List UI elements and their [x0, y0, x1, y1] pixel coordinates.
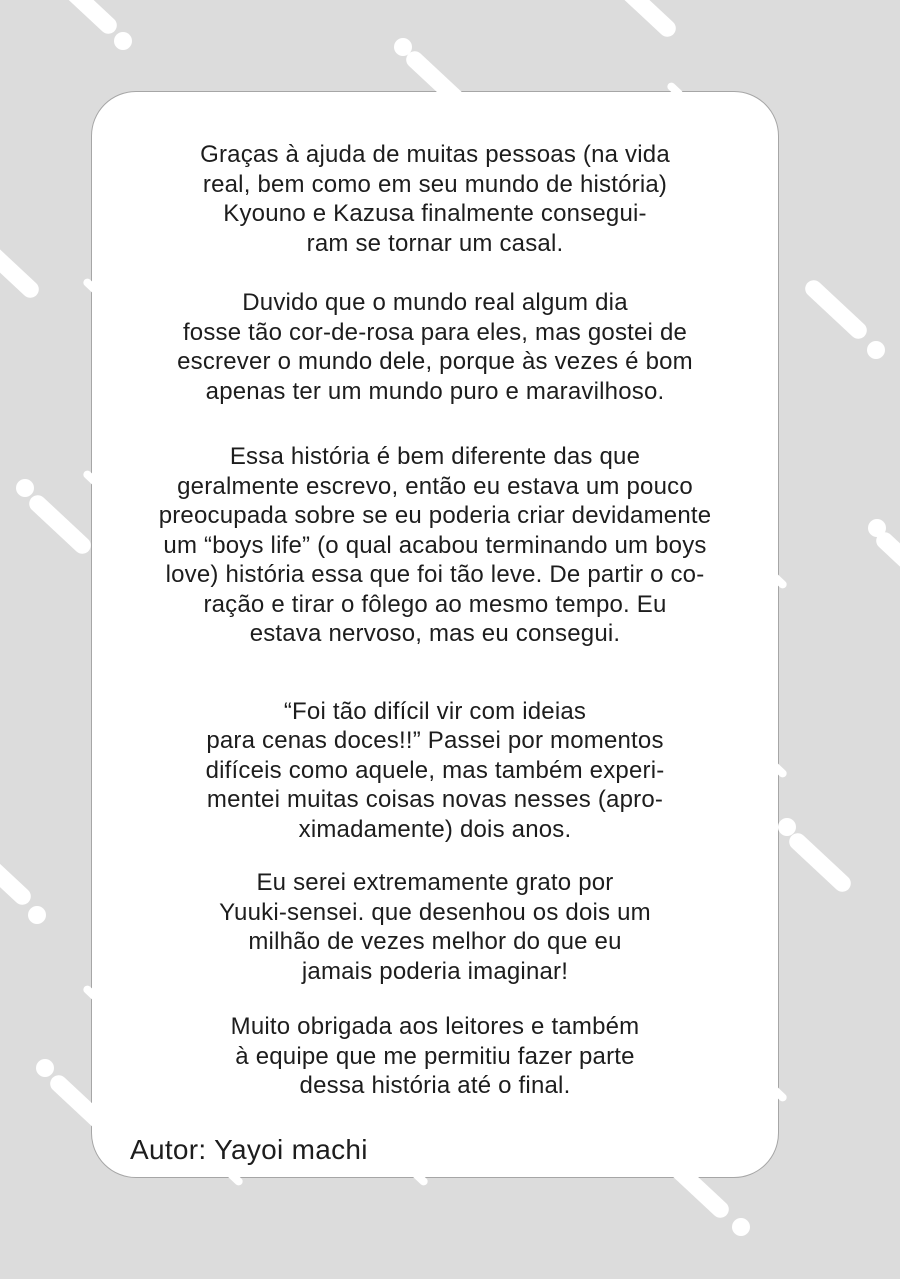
text-line: dessa história até o final.	[299, 1072, 571, 1099]
afterword-paragraph	[92, 1012, 778, 1101]
text-line: escrever o mundo dele, porque às vezes é bom	[177, 348, 693, 375]
text-line: Yuuki-sensei. que desenhou os dois um	[219, 898, 651, 926]
dot-decoration	[868, 519, 886, 537]
text-line: à equipe que me permitiu fazer parte	[235, 1042, 635, 1070]
text-line: mentei muitas coisas novas nesses (apro-	[206, 786, 664, 813]
text-line: preocupada sobre se eu poderia criar devidamente	[158, 502, 712, 529]
diagonal-dash-decoration	[786, 829, 855, 895]
afterword-paragraph	[92, 288, 778, 406]
text-line: um “boys life” (o qual acabou terminando um boys	[163, 531, 707, 559]
text-line: fosse tão cor-de-rosa para eles, mas gostei de	[182, 318, 688, 346]
dot-decoration	[16, 479, 34, 497]
text-line: milhão de vezes melhor do que eu	[248, 928, 622, 955]
dot-decoration	[28, 906, 46, 924]
text-line: Graças à ajuda de muitas pessoas (na vida	[200, 141, 670, 168]
dot-decoration	[732, 1218, 750, 1236]
afterword-paragraph	[92, 868, 778, 986]
text-line: ram se tornar um casal.	[306, 229, 564, 257]
text-line: Kyouno e Kazusa finalmente consegui-	[223, 200, 647, 227]
diagonal-dash-decoration	[873, 528, 900, 594]
text-line: real, bem como em seu mundo de história)	[202, 170, 668, 198]
diagonal-dash-decoration	[802, 276, 871, 342]
afterword-paragraph	[92, 140, 778, 258]
afterword-paragraph	[92, 697, 778, 845]
dot-decoration	[778, 818, 796, 836]
author-credit: Autor: Yayoi machi	[130, 1134, 368, 1165]
text-line: Essa história é bem diferente das que	[229, 443, 641, 470]
afterword-card	[91, 91, 779, 1178]
afterword-paragraph	[92, 442, 778, 649]
text-line: Muito obrigada aos leitores e também	[230, 1013, 640, 1040]
text-line: difíceis como aquele, mas também experi-	[205, 756, 665, 784]
diagonal-dash-decoration	[0, 842, 34, 908]
text-line: Eu serei extremamente grato por	[256, 869, 614, 896]
dot-decoration	[36, 1059, 54, 1077]
text-line: ximadamente) dois anos.	[298, 815, 572, 843]
dot-decoration	[114, 32, 132, 50]
text-line: jamais poderia imaginar!	[301, 957, 569, 985]
diagonal-dash-decoration	[611, 0, 680, 40]
text-line: geralmente escrevo, então eu estava um pouco	[177, 472, 693, 500]
dot-decoration	[867, 341, 885, 359]
diagonal-dash-decoration	[26, 491, 95, 557]
text-line: love) história essa que foi tão leve. De partir o co-	[165, 561, 705, 588]
text-line: “Foi tão difícil vir com ideias	[283, 697, 587, 725]
diagonal-dash-decoration	[52, 0, 121, 37]
text-line: estava nervoso, mas eu consegui.	[249, 620, 621, 647]
text-line: apenas ter um mundo puro e maravilhoso.	[205, 377, 665, 405]
text-line: ração e tirar o fôlego ao mesmo tempo. Eu	[203, 590, 667, 618]
text-line: Duvido que o mundo real algum dia	[242, 289, 628, 316]
diagonal-dash-decoration	[0, 235, 42, 301]
dot-decoration	[394, 38, 412, 56]
afterword-text	[92, 140, 778, 1101]
text-line: para cenas doces!!” Passei por momentos	[206, 727, 664, 754]
